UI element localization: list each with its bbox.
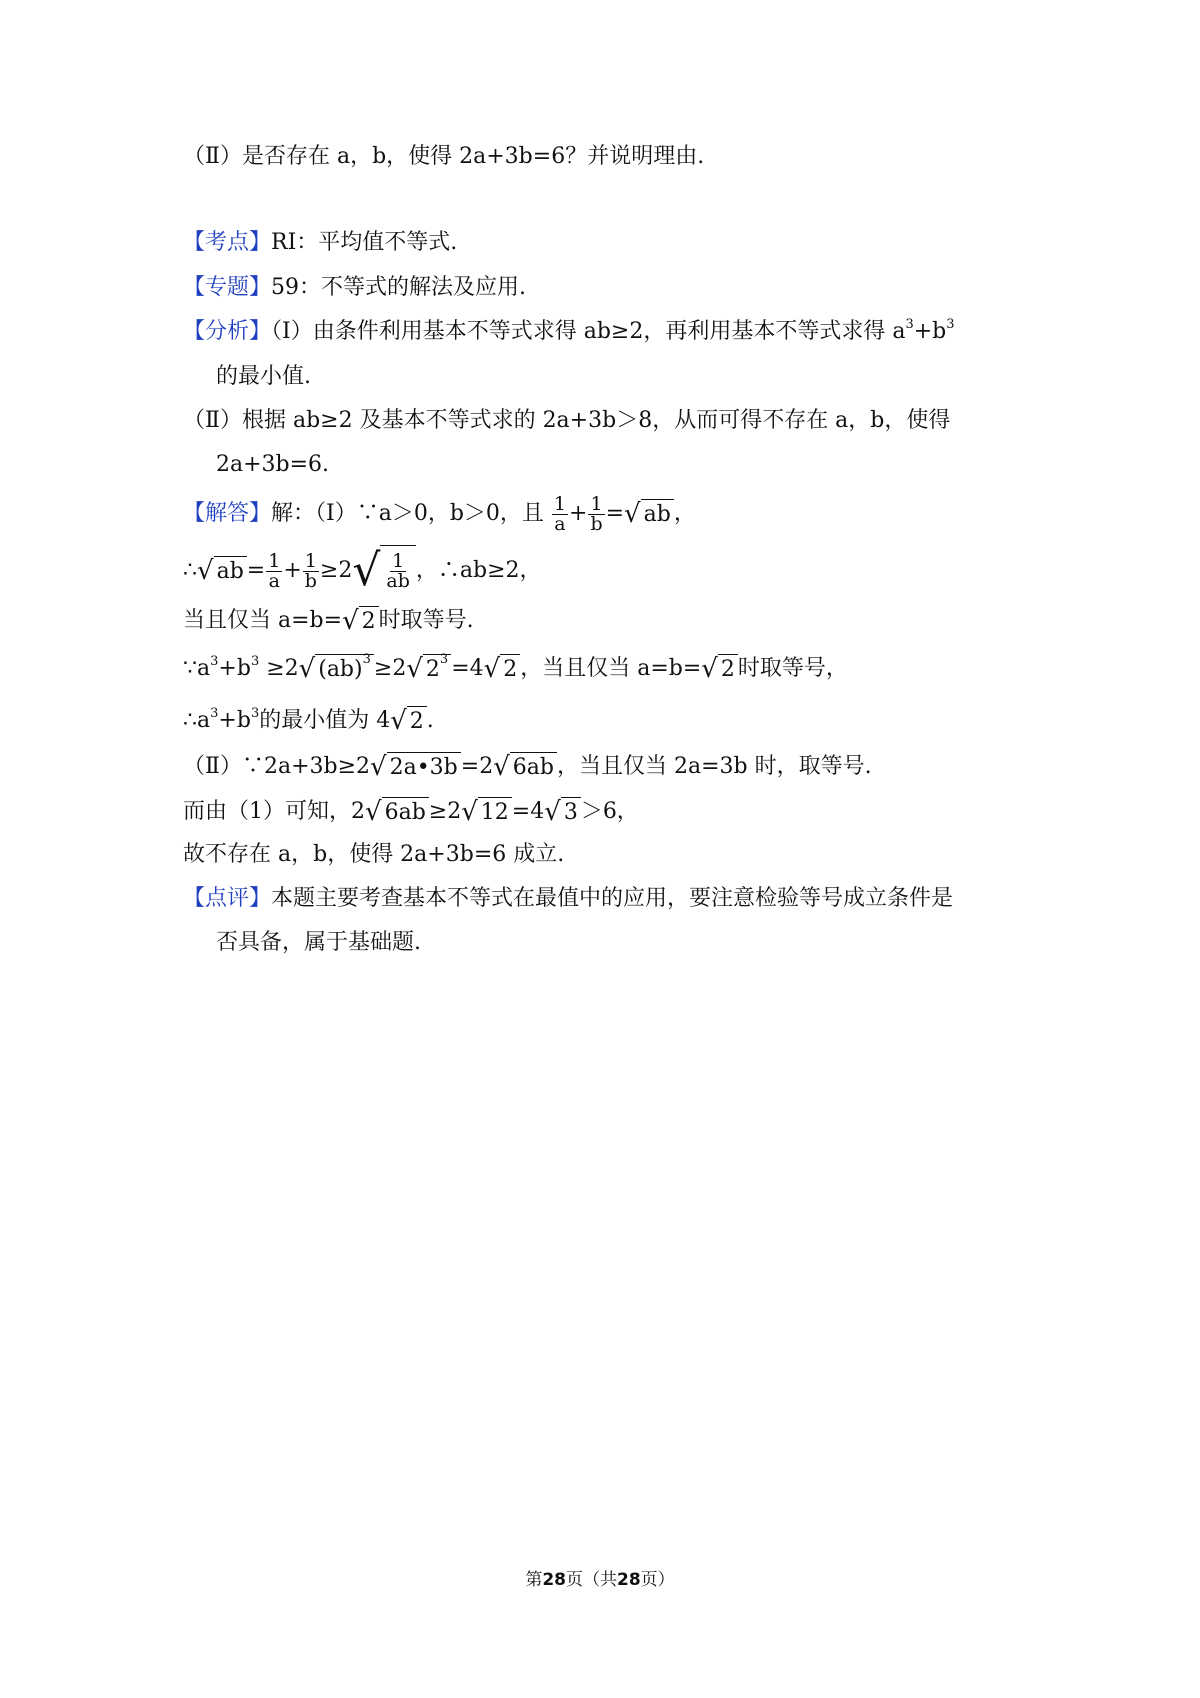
- fenxi-line-1: 【分析】（Ⅰ）由条件利用基本不等式求得 ab≥2，再利用基本不等式求得 $a^3+b^3$: [183, 317, 955, 344]
- jieda-line-5: $\therefore a^3+b^3$的最小值为 4 √ 2 .: [183, 706, 434, 736]
- jieda-line-2: ∴ √ ab = $\frac{1}{a}$ + $\frac{1}{b}$ ≥2 √ $\frac{1}{ab}$ ，∴ab≥2，: [183, 545, 542, 596]
- sqrt-2: √ 2: [390, 706, 427, 736]
- sqrt-12: √ 12: [461, 797, 512, 827]
- sqrt-3: √ 3: [544, 797, 581, 827]
- fenxi-line-4: 2a+3b=6.: [216, 452, 330, 477]
- jieda-line-3: 当且仅当 a=b= √ 2 时取等号.: [183, 606, 474, 636]
- sqrt-2: √ 2: [342, 606, 379, 636]
- jieda-line-4: $\because a^3+b^3 \ge 2$ √ (ab) 3 ≥2 √ 2 3 =4 √ 2 ，当且仅当 a=b= √ 2 时取等号，: [183, 651, 848, 684]
- fenxi-tag: 【分析】: [183, 319, 272, 344]
- sqrt-ab: √ ab: [624, 499, 674, 529]
- page-footer: 第28页（共28页）: [525, 1570, 675, 1590]
- question-part-2: （Ⅱ）是否存在 a，b，使得 2a+3b=6？并说明理由.: [183, 144, 705, 169]
- dianping-tag: 【点评】: [183, 886, 272, 911]
- jieda-line-6: （Ⅱ）∵2a+3b≥2 √ 2a•3b =2 √ 6ab ，当且仅当 2a=3b 时，取等号.: [183, 752, 872, 782]
- fenxi-line-2: 的最小值.: [216, 364, 311, 389]
- fraction-1-over-a: $\frac{1}{a}$: [268, 549, 281, 592]
- fraction-1-over-b: $\frac{1}{b}$: [304, 549, 317, 592]
- jieda-line-7: 而由（1）可知，2 √ 6ab ≥2 √ 12 =4 √ 3 ＞6，: [183, 797, 639, 827]
- sqrt-1-over-ab: √ $\frac{1}{ab}$: [352, 545, 416, 597]
- fraction-1-over-a: $\frac{1}{a}$: [553, 492, 566, 535]
- sqrt-2a-3b: √ 2a•3b: [370, 752, 461, 782]
- fenxi-line-3: （Ⅱ）根据 ab≥2 及基本不等式求的 2a+3b＞8，从而可得不存在 a，b，使得: [183, 408, 951, 433]
- sqrt-2: √ 2: [484, 654, 521, 684]
- sqrt-2: √ 2: [701, 654, 738, 684]
- zhuanti-line: 【专题】59：不等式的解法及应用.: [183, 275, 527, 300]
- kaodian-tag: 【考点】: [183, 230, 272, 255]
- sqrt-6ab: √ 6ab: [365, 797, 429, 827]
- dianping-line-2: 否具备，属于基础题.: [216, 930, 421, 955]
- sqrt-6ab: √ 6ab: [493, 752, 557, 782]
- jieda-line-1: 【解答】解：（Ⅰ）∵a＞0，b＞0，且 $\frac{1}{a}$ + $\frac{1}{b}$ = √ ab ，: [183, 492, 696, 535]
- jieda-line-8: 故不存在 a，b，使得 2a+3b=6 成立.: [183, 842, 565, 867]
- sqrt-ab: √ ab: [197, 556, 247, 586]
- sqrt-2-cubed: √ 2 3: [406, 654, 451, 684]
- jieda-tag: 【解答】: [183, 501, 272, 526]
- kaodian-line: 【考点】RI：平均值不等式.: [183, 230, 458, 255]
- fraction-1-over-b: $\frac{1}{b}$: [590, 492, 603, 535]
- dianping-line-1: 【点评】本题主要考查基本不等式在最值中的应用，要注意检验等号成立条件是: [183, 886, 954, 911]
- zhuanti-tag: 【专题】: [183, 275, 272, 300]
- sqrt-ab-cubed: √ (ab) 3: [299, 654, 374, 684]
